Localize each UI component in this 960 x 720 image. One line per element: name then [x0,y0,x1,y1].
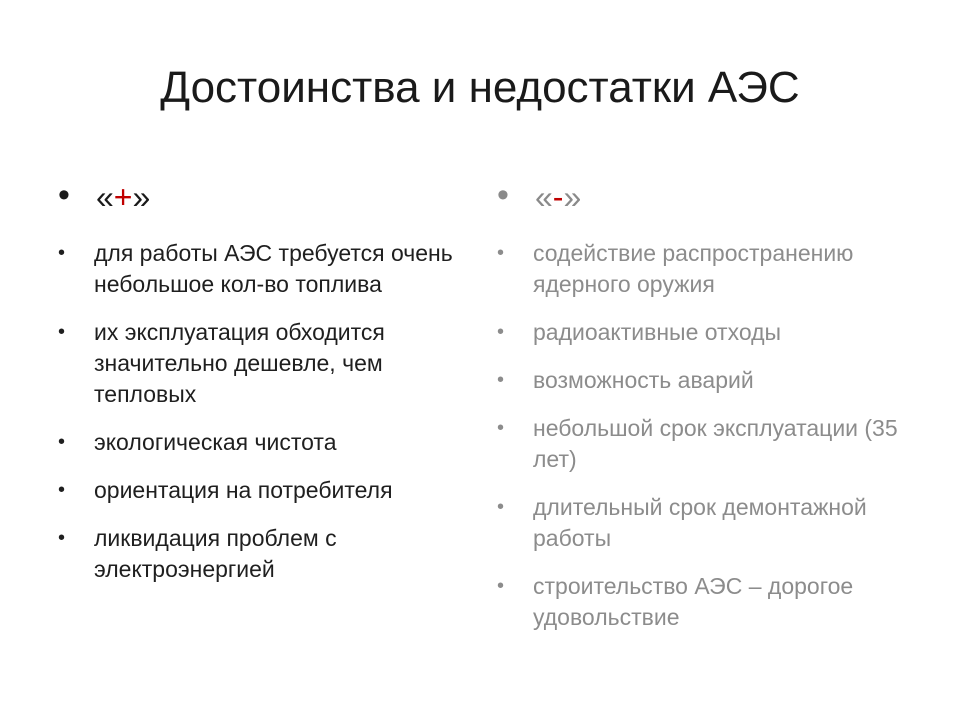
pros-header-open-quote: « [96,179,114,215]
bullet-icon: • [497,369,505,392]
pros-item [58,317,458,410]
bullet-icon: • [58,176,70,214]
bullet-icon: • [497,496,505,519]
pros-item-text: ликвидация проблем с электроэнергией [94,525,337,583]
cons-item [497,492,917,554]
pros-item-text: экологическая чистота [94,429,337,456]
pros-item-text: ориентация на потребителя [94,477,393,504]
cons-item [497,317,917,348]
pros-item [58,475,458,506]
bullet-icon: • [58,527,66,550]
cons-item-text: небольшой срок эксплуатации (35 лет) [533,415,898,473]
pros-header-sign: + [113,179,133,215]
bullet-icon: • [497,575,505,598]
cons-header-sign: - [552,179,564,215]
cons-header [497,178,917,216]
cons-item-text: строительство АЭС – дорогое удовольствие [533,573,854,631]
bullet-icon: • [497,417,505,440]
cons-item-text: возможность аварий [533,367,754,394]
bullet-icon: • [497,242,505,265]
bullet-icon: • [58,431,66,454]
pros-item [58,427,458,458]
bullet-icon: • [497,176,509,214]
pros-item [58,238,458,300]
pros-item-text: для работы АЭС требуется очень небольшое кол-во топлива [94,240,453,298]
bullet-icon: • [58,479,66,502]
cons-list [497,238,917,633]
cons-item-text: длительный срок демонтажной работы [533,494,867,552]
pros-list [58,238,458,585]
pros-item-text: их эксплуатация обходится значительно дешевле, чем тепловых [94,319,385,408]
cons-item [497,413,917,475]
cons-header-close-quote: » [563,179,582,215]
cons-header-open-quote: « [535,179,553,215]
cons-item-text: содействие распространению ядерного оружия [533,240,854,298]
pros-column [58,178,458,602]
cons-item [497,571,917,633]
cons-item-text: радиоактивные отходы [533,319,782,346]
slide-title: Достоинства и недостатки АЭС [160,63,800,112]
bullet-icon: • [58,321,66,344]
pros-header-close-quote: » [132,179,151,215]
cons-column [497,178,917,650]
pros-header [58,178,458,216]
bullet-icon: • [58,242,66,265]
pros-item [58,523,458,585]
bullet-icon: • [497,321,505,344]
cons-item [497,365,917,396]
cons-item [497,238,917,300]
